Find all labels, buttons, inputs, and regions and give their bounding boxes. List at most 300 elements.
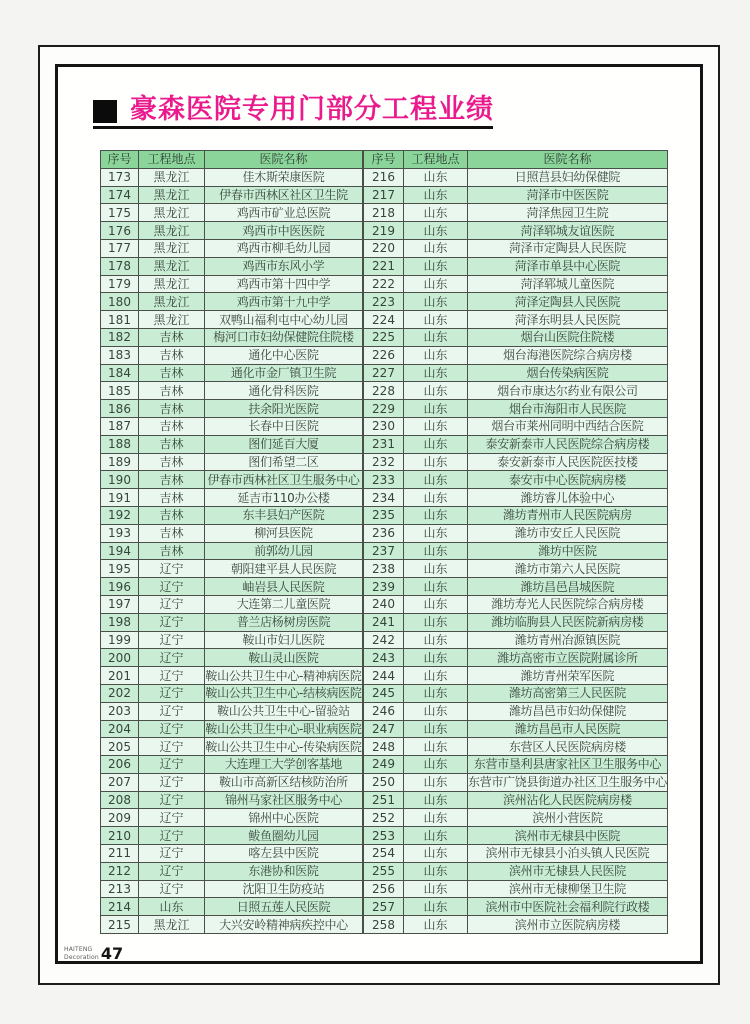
table-row: [364, 257, 668, 275]
cell-project-location: 黑龙江: [139, 239, 205, 257]
cell-serial-number: 257: [364, 898, 404, 916]
cell-hospital-name: 双鸭山福利屯中心幼儿园: [205, 311, 363, 329]
table-row: [101, 845, 363, 863]
cell-project-location: 山东: [404, 720, 468, 738]
table-row: [364, 400, 668, 418]
cell-serial-number: 218: [364, 204, 404, 222]
table-row: [101, 631, 363, 649]
table-row: [101, 898, 363, 916]
cell-hospital-name: 泰安新泰市人民医院医技楼: [468, 453, 668, 471]
table-row: [364, 453, 668, 471]
table-row: [364, 222, 668, 240]
cell-project-location: 山东: [139, 898, 205, 916]
table-row: [364, 756, 668, 774]
table-row: [364, 489, 668, 507]
cell-serial-number: 254: [364, 845, 404, 863]
table-row: [101, 275, 363, 293]
cell-project-location: 山东: [404, 382, 468, 400]
cell-hospital-name: 通化骨科医院: [205, 382, 363, 400]
cell-serial-number: 249: [364, 756, 404, 774]
cell-hospital-name: 通化市金厂镇卫生院: [205, 364, 363, 382]
cell-serial-number: 184: [101, 364, 139, 382]
cell-hospital-name: 鞍山市高新区结核防治所: [205, 773, 363, 791]
cell-serial-number: 181: [101, 311, 139, 329]
cell-project-location: 山东: [404, 275, 468, 293]
cell-serial-number: 228: [364, 382, 404, 400]
cell-serial-number: 227: [364, 364, 404, 382]
table-header-row: [101, 151, 363, 169]
table-row: [364, 578, 668, 596]
cell-serial-number: 174: [101, 186, 139, 204]
cell-project-location: 山东: [404, 773, 468, 791]
table-row: [101, 613, 363, 631]
cell-project-location: 山东: [404, 239, 468, 257]
cell-project-location: 山东: [404, 400, 468, 418]
table-row: [101, 756, 363, 774]
cell-project-location: 辽宁: [139, 880, 205, 898]
cell-project-location: 吉林: [139, 506, 205, 524]
table-row: [101, 809, 363, 827]
cell-project-location: 辽宁: [139, 809, 205, 827]
cell-project-location: 山东: [404, 845, 468, 863]
page-header: [93, 96, 493, 129]
table-row: [101, 773, 363, 791]
cell-serial-number: 194: [101, 542, 139, 560]
cell-serial-number: 183: [101, 346, 139, 364]
page-number: 47: [100, 944, 124, 963]
cell-hospital-name: 滨州市无棣县人民医院: [468, 862, 668, 880]
cell-serial-number: 216: [364, 168, 404, 186]
cell-serial-number: 258: [364, 916, 404, 934]
cell-hospital-name: 潍坊高密第三人民医院: [468, 684, 668, 702]
table-row: [101, 738, 363, 756]
cell-serial-number: 192: [101, 506, 139, 524]
cell-serial-number: 219: [364, 222, 404, 240]
cell-project-location: 吉林: [139, 382, 205, 400]
cell-hospital-name: 前郭幼儿园: [205, 542, 363, 560]
table-row: [101, 880, 363, 898]
table-row: [364, 542, 668, 560]
table-row: [101, 382, 363, 400]
cell-hospital-name: 普兰店杨树房医院: [205, 613, 363, 631]
cell-serial-number: 231: [364, 435, 404, 453]
cell-hospital-name: 通化中心医院: [205, 346, 363, 364]
cell-project-location: 山东: [404, 417, 468, 435]
title-bullet-square: [93, 100, 117, 123]
table-row: [364, 382, 668, 400]
cell-hospital-name: 东营市垦利县唐家社区卫生服务中心: [468, 756, 668, 774]
cell-project-location: 山东: [404, 827, 468, 845]
table-row: [364, 435, 668, 453]
table-row: [101, 506, 363, 524]
cell-project-location: 黑龙江: [139, 222, 205, 240]
table-row: [101, 328, 363, 346]
cell-serial-number: 213: [101, 880, 139, 898]
cell-serial-number: 188: [101, 435, 139, 453]
cell-project-location: 辽宁: [139, 756, 205, 774]
table-row: [364, 204, 668, 222]
cell-serial-number: 221: [364, 257, 404, 275]
cell-serial-number: 185: [101, 382, 139, 400]
cell-project-location: 辽宁: [139, 738, 205, 756]
cell-project-location: 山东: [404, 328, 468, 346]
table-row: [101, 293, 363, 311]
table-row: [364, 649, 668, 667]
cell-serial-number: 245: [364, 684, 404, 702]
cell-serial-number: 224: [364, 311, 404, 329]
cell-hospital-name: 潍坊青州冶源镇医院: [468, 631, 668, 649]
cell-serial-number: 248: [364, 738, 404, 756]
cell-hospital-name: 东营区人民医院病房楼: [468, 738, 668, 756]
cell-hospital-name: 鞍山公共卫生中心-职业病医院: [205, 721, 362, 736]
table-row: [364, 186, 668, 204]
cell-project-location: 山东: [404, 186, 468, 204]
table-row: [364, 239, 668, 257]
cell-hospital-name: 烟台海港医院综合病房楼: [468, 346, 668, 364]
cell-hospital-name: 大兴安岭精神病疾控中心: [205, 916, 363, 934]
cell-serial-number: 229: [364, 400, 404, 418]
cell-serial-number: 190: [101, 471, 139, 489]
cell-serial-number: 215: [101, 916, 139, 934]
cell-project-location: 辽宁: [139, 773, 205, 791]
cell-serial-number: 191: [101, 489, 139, 507]
cell-project-location: 辽宁: [139, 827, 205, 845]
cell-project-location: 辽宁: [139, 649, 205, 667]
table-row: [101, 417, 363, 435]
cell-hospital-name: 菏泽定陶县人民医院: [468, 293, 668, 311]
project-tables: [100, 150, 668, 934]
cell-hospital-name: 柳河县医院: [205, 524, 363, 542]
cell-project-location: 吉林: [139, 435, 205, 453]
cell-serial-number: 197: [101, 595, 139, 613]
cell-serial-number: 175: [101, 204, 139, 222]
cell-hospital-name: 鞍山公共卫生中心-精神病医院: [205, 668, 362, 683]
cell-serial-number: 195: [101, 560, 139, 578]
cell-serial-number: 207: [101, 773, 139, 791]
cell-hospital-name: 烟台市海阳市人民医院: [468, 400, 668, 418]
cell-project-location: 山东: [404, 435, 468, 453]
table-row: [364, 809, 668, 827]
cell-hospital-name: 日照莒县妇幼保健院: [468, 168, 668, 186]
table-row: [101, 204, 363, 222]
cell-hospital-name: 菏泽东明县人民医院: [468, 311, 668, 329]
cell-hospital-name: 日照五莲人民医院: [205, 898, 363, 916]
cell-project-location: 吉林: [139, 346, 205, 364]
table-row: [364, 364, 668, 382]
cell-hospital-name: 潍坊寿光人民医院综合病房楼: [468, 595, 668, 613]
cell-serial-number: 233: [364, 471, 404, 489]
cell-hospital-name: 延吉市110办公楼: [205, 489, 363, 507]
cell-serial-number: 220: [364, 239, 404, 257]
table-row: [101, 186, 363, 204]
cell-hospital-name: 滨州市中医院社会福利院行政楼: [468, 898, 668, 916]
cell-project-location: 黑龙江: [139, 293, 205, 311]
table-row: [101, 311, 363, 329]
cell-serial-number: 200: [101, 649, 139, 667]
table-row: [364, 471, 668, 489]
cell-project-location: 山东: [404, 702, 468, 720]
cell-hospital-name: 滨州沾化人民医院病房楼: [468, 791, 668, 809]
cell-project-location: 辽宁: [139, 684, 205, 702]
cell-project-location: 山东: [404, 809, 468, 827]
cell-serial-number: 244: [364, 667, 404, 685]
cell-hospital-name: 潍坊高密市立医院附属诊所: [468, 649, 668, 667]
table-row: [101, 702, 363, 720]
cell-hospital-name: 菏泽郓城儿童医院: [468, 275, 668, 293]
cell-project-location: 山东: [404, 578, 468, 596]
cell-hospital-name: 扶余阳光医院: [205, 400, 363, 418]
cell-serial-number: 193: [101, 524, 139, 542]
cell-serial-number: 189: [101, 453, 139, 471]
table-row: [101, 222, 363, 240]
cell-hospital-name: 鞍山灵山医院: [205, 649, 363, 667]
cell-project-location: 山东: [404, 222, 468, 240]
table-row: [101, 168, 363, 186]
cell-hospital-name: 菏泽市中医医院: [468, 186, 668, 204]
table-row: [101, 524, 363, 542]
table-row: [364, 845, 668, 863]
cell-serial-number: 180: [101, 293, 139, 311]
cell-project-location: 山东: [404, 649, 468, 667]
cell-project-location: 吉林: [139, 453, 205, 471]
cell-project-location: 山东: [404, 506, 468, 524]
cell-serial-number: 232: [364, 453, 404, 471]
table-header-row: [364, 151, 668, 169]
cell-serial-number: 250: [364, 773, 404, 791]
cell-hospital-name: 东丰县妇产医院: [205, 506, 363, 524]
cell-project-location: 吉林: [139, 400, 205, 418]
cell-hospital-name: 泰安新泰市人民医院综合病房楼: [468, 435, 668, 453]
table-row: [101, 649, 363, 667]
cell-project-location: 吉林: [139, 471, 205, 489]
cell-hospital-name: 鞍山公共卫生中心-结核病医院: [205, 686, 362, 701]
cell-hospital-name: 东营市广饶县街道办社区卫生服务中心: [468, 775, 667, 790]
cell-hospital-name: 泰安市中心医院病房楼: [468, 471, 668, 489]
cell-hospital-name: 锦州中心医院: [205, 809, 363, 827]
table-row: [364, 880, 668, 898]
table-row: [364, 168, 668, 186]
cell-project-location: 山东: [404, 560, 468, 578]
cell-hospital-name: 鞍山公共卫生中心-传染病医院: [205, 739, 362, 754]
brand-line1: HAITENG: [64, 946, 93, 954]
table-row: [364, 702, 668, 720]
table-row: [364, 827, 668, 845]
cell-serial-number: 182: [101, 328, 139, 346]
cell-project-location: 山东: [404, 613, 468, 631]
cell-project-location: 吉林: [139, 542, 205, 560]
table-row: [101, 595, 363, 613]
cell-project-location: 吉林: [139, 417, 205, 435]
table-row: [364, 862, 668, 880]
brand-mark: [64, 946, 99, 960]
cell-project-location: 山东: [404, 791, 468, 809]
cell-project-location: 山东: [404, 489, 468, 507]
cell-hospital-name: 佳木斯荣康医院: [205, 168, 363, 186]
cell-project-location: 辽宁: [139, 862, 205, 880]
table-row: [101, 400, 363, 418]
cell-hospital-name: 潍坊昌邑昌城医院: [468, 578, 668, 596]
cell-serial-number: 236: [364, 524, 404, 542]
table-row: [364, 595, 668, 613]
cell-serial-number: 241: [364, 613, 404, 631]
cell-project-location: 辽宁: [139, 667, 205, 685]
column-header-hospital: 医院名称: [468, 151, 668, 169]
column-header-no: 序号: [101, 151, 139, 169]
cell-hospital-name: 伊春市西林社区卫生服务中心: [205, 471, 363, 489]
cell-hospital-name: 长春中日医院: [205, 417, 363, 435]
cell-hospital-name: 朝阳建平县人民医院: [205, 560, 363, 578]
cell-project-location: 山东: [404, 738, 468, 756]
page-title: 豪森医院专用门部分工程业绩: [130, 94, 494, 125]
table-row: [364, 631, 668, 649]
table-row: [364, 417, 668, 435]
brand-line2: Decoration: [64, 953, 99, 961]
cell-hospital-name: 鸡西市第十九中学: [205, 293, 363, 311]
cell-project-location: 山东: [404, 364, 468, 382]
cell-project-location: 山东: [404, 916, 468, 934]
cell-serial-number: 206: [101, 756, 139, 774]
cell-serial-number: 247: [364, 720, 404, 738]
cell-hospital-name: 鸡西市第十四中学: [205, 275, 363, 293]
cell-hospital-name: 菏泽市定陶县人民医院: [468, 239, 668, 257]
cell-project-location: 山东: [404, 898, 468, 916]
cell-hospital-name: 鸡西市中医医院: [205, 222, 363, 240]
table-row: [101, 916, 363, 934]
cell-hospital-name: 潍坊中医院: [468, 542, 668, 560]
cell-hospital-name: 潍坊青州荣军医院: [468, 667, 668, 685]
table-row: [364, 720, 668, 738]
table-row: [101, 560, 363, 578]
table-row: [101, 471, 363, 489]
cell-serial-number: 253: [364, 827, 404, 845]
cell-hospital-name: 滨州小营医院: [468, 809, 668, 827]
cell-serial-number: 176: [101, 222, 139, 240]
cell-hospital-name: 鞍山公共卫生中心-留验站: [205, 702, 363, 720]
cell-serial-number: 225: [364, 328, 404, 346]
cell-hospital-name: 烟台市康达尔药业有限公司: [468, 382, 668, 400]
table-row: [101, 346, 363, 364]
cell-hospital-name: 滨州市立医院病房楼: [468, 916, 668, 934]
cell-hospital-name: 鸡西市东风小学: [205, 257, 363, 275]
cell-serial-number: 237: [364, 542, 404, 560]
cell-hospital-name: 潍坊睿儿体验中心: [468, 489, 668, 507]
cell-project-location: 黑龙江: [139, 168, 205, 186]
cell-project-location: 辽宁: [139, 595, 205, 613]
cell-project-location: 山东: [404, 311, 468, 329]
cell-project-location: 辽宁: [139, 845, 205, 863]
cell-hospital-name: 鲅鱼圈幼儿园: [205, 827, 363, 845]
table-row: [101, 791, 363, 809]
table-row: [364, 311, 668, 329]
table-row: [364, 524, 668, 542]
cell-hospital-name: 大连第二儿童医院: [205, 595, 363, 613]
table-row: [101, 542, 363, 560]
cell-project-location: 吉林: [139, 328, 205, 346]
cell-serial-number: 186: [101, 400, 139, 418]
table-row: [101, 489, 363, 507]
cell-project-location: 山东: [404, 204, 468, 222]
cell-project-location: 山东: [404, 880, 468, 898]
cell-project-location: 山东: [404, 524, 468, 542]
cell-serial-number: 235: [364, 506, 404, 524]
cell-hospital-name: 鞍山市妇儿医院: [205, 631, 363, 649]
table-row: [101, 578, 363, 596]
cell-serial-number: 256: [364, 880, 404, 898]
cell-project-location: 山东: [404, 631, 468, 649]
table-row: [364, 506, 668, 524]
cell-hospital-name: 潍坊青州市人民医院病房: [468, 506, 668, 524]
cell-serial-number: 246: [364, 702, 404, 720]
cell-serial-number: 178: [101, 257, 139, 275]
cell-hospital-name: 菏泽焦园卫生院: [468, 204, 668, 222]
cell-hospital-name: 潍坊市安丘人民医院: [468, 524, 668, 542]
cell-project-location: 辽宁: [139, 631, 205, 649]
cell-hospital-name: 图们希望二区: [205, 453, 363, 471]
cell-serial-number: 255: [364, 862, 404, 880]
cell-project-location: 黑龙江: [139, 186, 205, 204]
cell-hospital-name: 东港协和医院: [205, 862, 363, 880]
cell-hospital-name: 滨州市无棣柳堡卫生院: [468, 880, 668, 898]
cell-serial-number: 177: [101, 239, 139, 257]
column-header-location: 工程地点: [139, 151, 205, 169]
cell-hospital-name: 锦州马家社区服务中心: [205, 791, 363, 809]
cell-hospital-name: 滨州市无棣县中医院: [468, 827, 668, 845]
cell-serial-number: 209: [101, 809, 139, 827]
page-footer: [64, 944, 123, 963]
cell-project-location: 山东: [404, 684, 468, 702]
cell-serial-number: 179: [101, 275, 139, 293]
cell-serial-number: 223: [364, 293, 404, 311]
table-row: [364, 791, 668, 809]
cell-project-location: 辽宁: [139, 560, 205, 578]
cell-serial-number: 208: [101, 791, 139, 809]
cell-hospital-name: 潍坊临朐县人民医院新病房楼: [468, 613, 668, 631]
cell-serial-number: 238: [364, 560, 404, 578]
cell-serial-number: 211: [101, 845, 139, 863]
table-row: [101, 862, 363, 880]
table-row: [364, 773, 668, 791]
cell-serial-number: 239: [364, 578, 404, 596]
cell-project-location: 吉林: [139, 524, 205, 542]
cell-project-location: 山东: [404, 257, 468, 275]
cell-project-location: 山东: [404, 346, 468, 364]
cell-serial-number: 222: [364, 275, 404, 293]
cell-hospital-name: 潍坊市第六人民医院: [468, 560, 668, 578]
cell-project-location: 黑龙江: [139, 275, 205, 293]
projects-table-left: [100, 150, 363, 934]
cell-serial-number: 203: [101, 702, 139, 720]
table-header-right: [364, 151, 668, 169]
cell-serial-number: 199: [101, 631, 139, 649]
cell-project-location: 黑龙江: [139, 311, 205, 329]
cell-project-location: 山东: [404, 293, 468, 311]
table-row: [101, 684, 363, 702]
cell-project-location: 辽宁: [139, 702, 205, 720]
cell-project-location: 山东: [404, 756, 468, 774]
cell-hospital-name: 喀左县中医院: [205, 845, 363, 863]
table-row: [364, 898, 668, 916]
cell-serial-number: 234: [364, 489, 404, 507]
cell-project-location: 辽宁: [139, 613, 205, 631]
cell-hospital-name: 图们延百大厦: [205, 435, 363, 453]
table-row: [101, 239, 363, 257]
table-row: [364, 275, 668, 293]
cell-serial-number: 198: [101, 613, 139, 631]
table-row: [101, 453, 363, 471]
cell-serial-number: 205: [101, 738, 139, 756]
cell-serial-number: 251: [364, 791, 404, 809]
table-row: [364, 613, 668, 631]
